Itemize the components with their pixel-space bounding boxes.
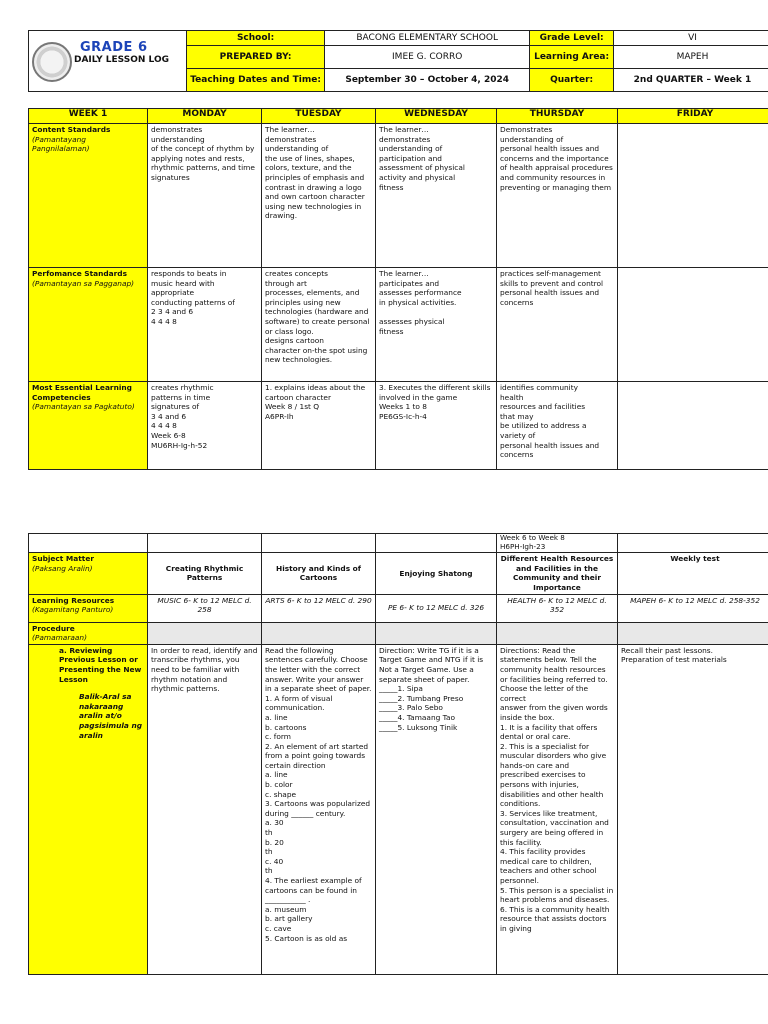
table-cell: demonstrates understanding of the concept of rhythm by applying notes and rests, rhythmic patterns, and time signatures — [148, 124, 262, 268]
dates-label: Teaching Dates and Time: — [187, 69, 325, 92]
subject-matter-label — [29, 553, 148, 594]
grade-level-value: VI — [613, 31, 768, 46]
row-label-competencies — [29, 382, 148, 470]
learning-resources-sub: (Kagamitang Panturo) — [32, 605, 114, 615]
row-label-text: Most Essential Learning Competencies — [32, 383, 132, 402]
logo-cell — [29, 31, 187, 92]
resource-tuesday: ARTS 6- K to 12 MELC d. 290 — [262, 594, 376, 622]
procedure-sub: (Pamamaraan) — [32, 633, 87, 643]
row-label-sub: (Pamantayan sa Pagganap) — [32, 278, 135, 288]
procedure-fill — [618, 622, 768, 644]
subject-tuesday: History and Kinds of Cartoons — [262, 553, 376, 594]
col-header-tuesday: TUESDAY — [262, 109, 376, 124]
empty-cell — [262, 534, 376, 553]
empty-cell — [618, 534, 768, 553]
procedure-label — [29, 622, 148, 644]
procedure-fill — [376, 622, 497, 644]
row-label-sub: (Pamantayang Pangnilalaman) — [32, 134, 90, 154]
table-cell: responds to beats in music heard with appropriate conducting patterns of 2 3 4 and 6 4 4 4 8 — [148, 268, 262, 382]
school-value: BACONG ELEMENTARY SCHOOL — [325, 31, 530, 46]
learning-resources-text: Learning Resources — [32, 595, 115, 605]
resource-friday: MAPEH 6- K to 12 MELC d. 258-352 — [618, 594, 768, 622]
table-cell: 1. explains ideas about the cartoon character Week 8 / 1st Q A6PR-Ih — [262, 382, 376, 470]
table-cell: The learner… demonstrates understanding of participation and assessment of physical activity and physical fitness — [376, 124, 497, 268]
subject-friday: Weekly test — [618, 553, 768, 594]
grade-level-label: Grade Level: — [530, 31, 614, 46]
subject-wednesday: Enjoying Shatong — [376, 553, 497, 594]
row-label-content-standards — [29, 124, 148, 268]
procedure-fill — [497, 622, 618, 644]
row-label-performance-standards — [29, 268, 148, 382]
prepared-by-label: PREPARED BY: — [187, 46, 325, 69]
row-label-sub: (Pamantayan sa Pagkatuto) — [32, 402, 135, 412]
learning-resources-label — [29, 594, 148, 622]
subject-matter-text: Subject Matter — [32, 554, 94, 564]
col-header-monday: MONDAY — [148, 109, 262, 124]
empty-cell — [376, 534, 497, 553]
col-header-thursday: THURSDAY — [497, 109, 618, 124]
log-title: DAILY LESSON LOG — [74, 54, 169, 65]
review-friday: Recall their past lessons. Preparation of test materials — [618, 644, 768, 974]
resource-thursday: HEALTH 6- K to 12 MELC d. 352 — [497, 594, 618, 622]
learning-area-label: Learning Area: — [530, 46, 614, 69]
col-header-wednesday: WEDNESDAY — [376, 109, 497, 124]
week-table — [28, 108, 768, 470]
row-label-text: Content Standards — [32, 125, 111, 134]
school-label: School: — [187, 31, 325, 46]
prepared-by-value: IMEE G. CORRO — [325, 46, 530, 69]
quarter-value: 2nd QUARTER – Week 1 — [613, 69, 768, 92]
table-cell: The learner… participates and assesses performance in physical activities. assesses physical fitness — [376, 268, 497, 382]
empty-cell — [148, 534, 262, 553]
deped-seal-icon — [32, 42, 72, 82]
reviewing-text: a. Reviewing Previous Lesson or Presenting the New Lesson — [59, 645, 142, 684]
reviewing-sub: Balik-Aral sa nakaraang aralin at/o pagsisimula ng aralin — [79, 692, 143, 740]
resource-wednesday: PE 6- K to 12 MELC d. 326 — [376, 594, 497, 622]
header-table — [28, 30, 768, 92]
reviewing-label — [29, 644, 148, 974]
row-label-text: Perfomance Standards — [32, 269, 127, 278]
table-cell: creates rhythmic patterns in time signatures of 3 4 and 6 4 4 4 8 Week 6-8 MU6RH-Ig-h-52 — [148, 382, 262, 470]
subject-monday: Creating Rhythmic Patterns — [148, 553, 262, 594]
subject-matter-sub: (Paksang Aralin) — [32, 563, 93, 573]
plan-table — [28, 533, 768, 975]
grade-title: GRADE 6 — [80, 39, 148, 55]
learning-area-value: MAPEH — [613, 46, 768, 69]
col-header-friday: FRIDAY — [618, 109, 768, 124]
review-wednesday: Direction: Write TG if it is a Target Game and NTG if it is Not a Target Game. Use a separate sheet of paper. _____1. Sipa _____2. Tumbang Preso _____3. Palo Sebo _____4. Tamaang Tao _____5. Luksong Tinik — [376, 644, 497, 974]
review-thursday: Directions: Read the statements below. Tell the community health resources or facilities being referred to. Choose the letter of the correct answer from the given words inside the box. 1. It is a facility that offers dental or oral care. 2. This is a specialist for muscular disorders who give hands-on care and prescribed exercises to persons with injuries, disabilities and other health conditions. 3. Services like treatment, consultation, vaccination and surgery are being offered in this facility. 4. This facility provides medical care to children, teachers and other school personnel. 5. This person is a specialist in heart problems and diseases. 6. This is a community health resource that assists doctors in giving — [497, 644, 618, 974]
procedure-fill — [262, 622, 376, 644]
review-tuesday: Read the following sentences carefully. Choose the letter with the correct answer. Write your answer in a separate sheet of paper. 1. A form of visual communication. a. line b. cartoons c. form 2. An element of art started from a point going towards certain direction a. line b. color c. shape 3. Cartoons was popularized during ______ century. a. 30 th b. 20 th c. 40 th 4. The earliest example of cartoons can be found in ___________ . a. museum b. art gallery c. cave 5. Cartoon is as old as — [262, 644, 376, 974]
subject-thursday: Different Health Resources and Facilities in the Community and their Importance — [497, 553, 618, 594]
table-cell — [618, 268, 768, 382]
quarter-label: Quarter: — [530, 69, 614, 92]
table-cell: creates concepts through art processes, elements, and principles using new technologies (hardware and software) to create personal or class logo. designs cartoon character on-the spot using new technologies. — [262, 268, 376, 382]
table-cell: Demonstrates understanding of personal health issues and concerns and the importance of health appraisal procedures and community resources in preventing or managing them — [497, 124, 618, 268]
table-cell: The learner… demonstrates understanding of the use of lines, shapes, colors, texture, and the principles of emphasis and contrast in drawing a logo and own cartoon character using new technologies in drawing. — [262, 124, 376, 268]
procedure-text: Procedure — [32, 623, 75, 633]
table-cell — [618, 124, 768, 268]
col-header-week: WEEK 1 — [29, 109, 148, 124]
review-monday: In order to read, identify and transcribe rhythms, you need to be familiar with rhythm notation and rhythmic patterns. — [148, 644, 262, 974]
empty-cell — [29, 534, 148, 553]
dates-value: September 30 – October 4, 2024 — [325, 69, 530, 92]
health-code-note: Week 6 to Week 8 H6PH-Igh-23 — [497, 534, 618, 553]
table-cell: practices self-management skills to prevent and control personal health issues and concerns — [497, 268, 618, 382]
procedure-fill — [148, 622, 262, 644]
table-cell — [618, 382, 768, 470]
table-cell: 3. Executes the different skills involved in the game Weeks 1 to 8 PE6GS-Ic-h-4 — [376, 382, 497, 470]
table-cell: identifies community health resources and facilities that may be utilized to address a variety of personal health issues and concerns — [497, 382, 618, 470]
resource-monday: MUSIC 6- K to 12 MELC d. 258 — [148, 594, 262, 622]
